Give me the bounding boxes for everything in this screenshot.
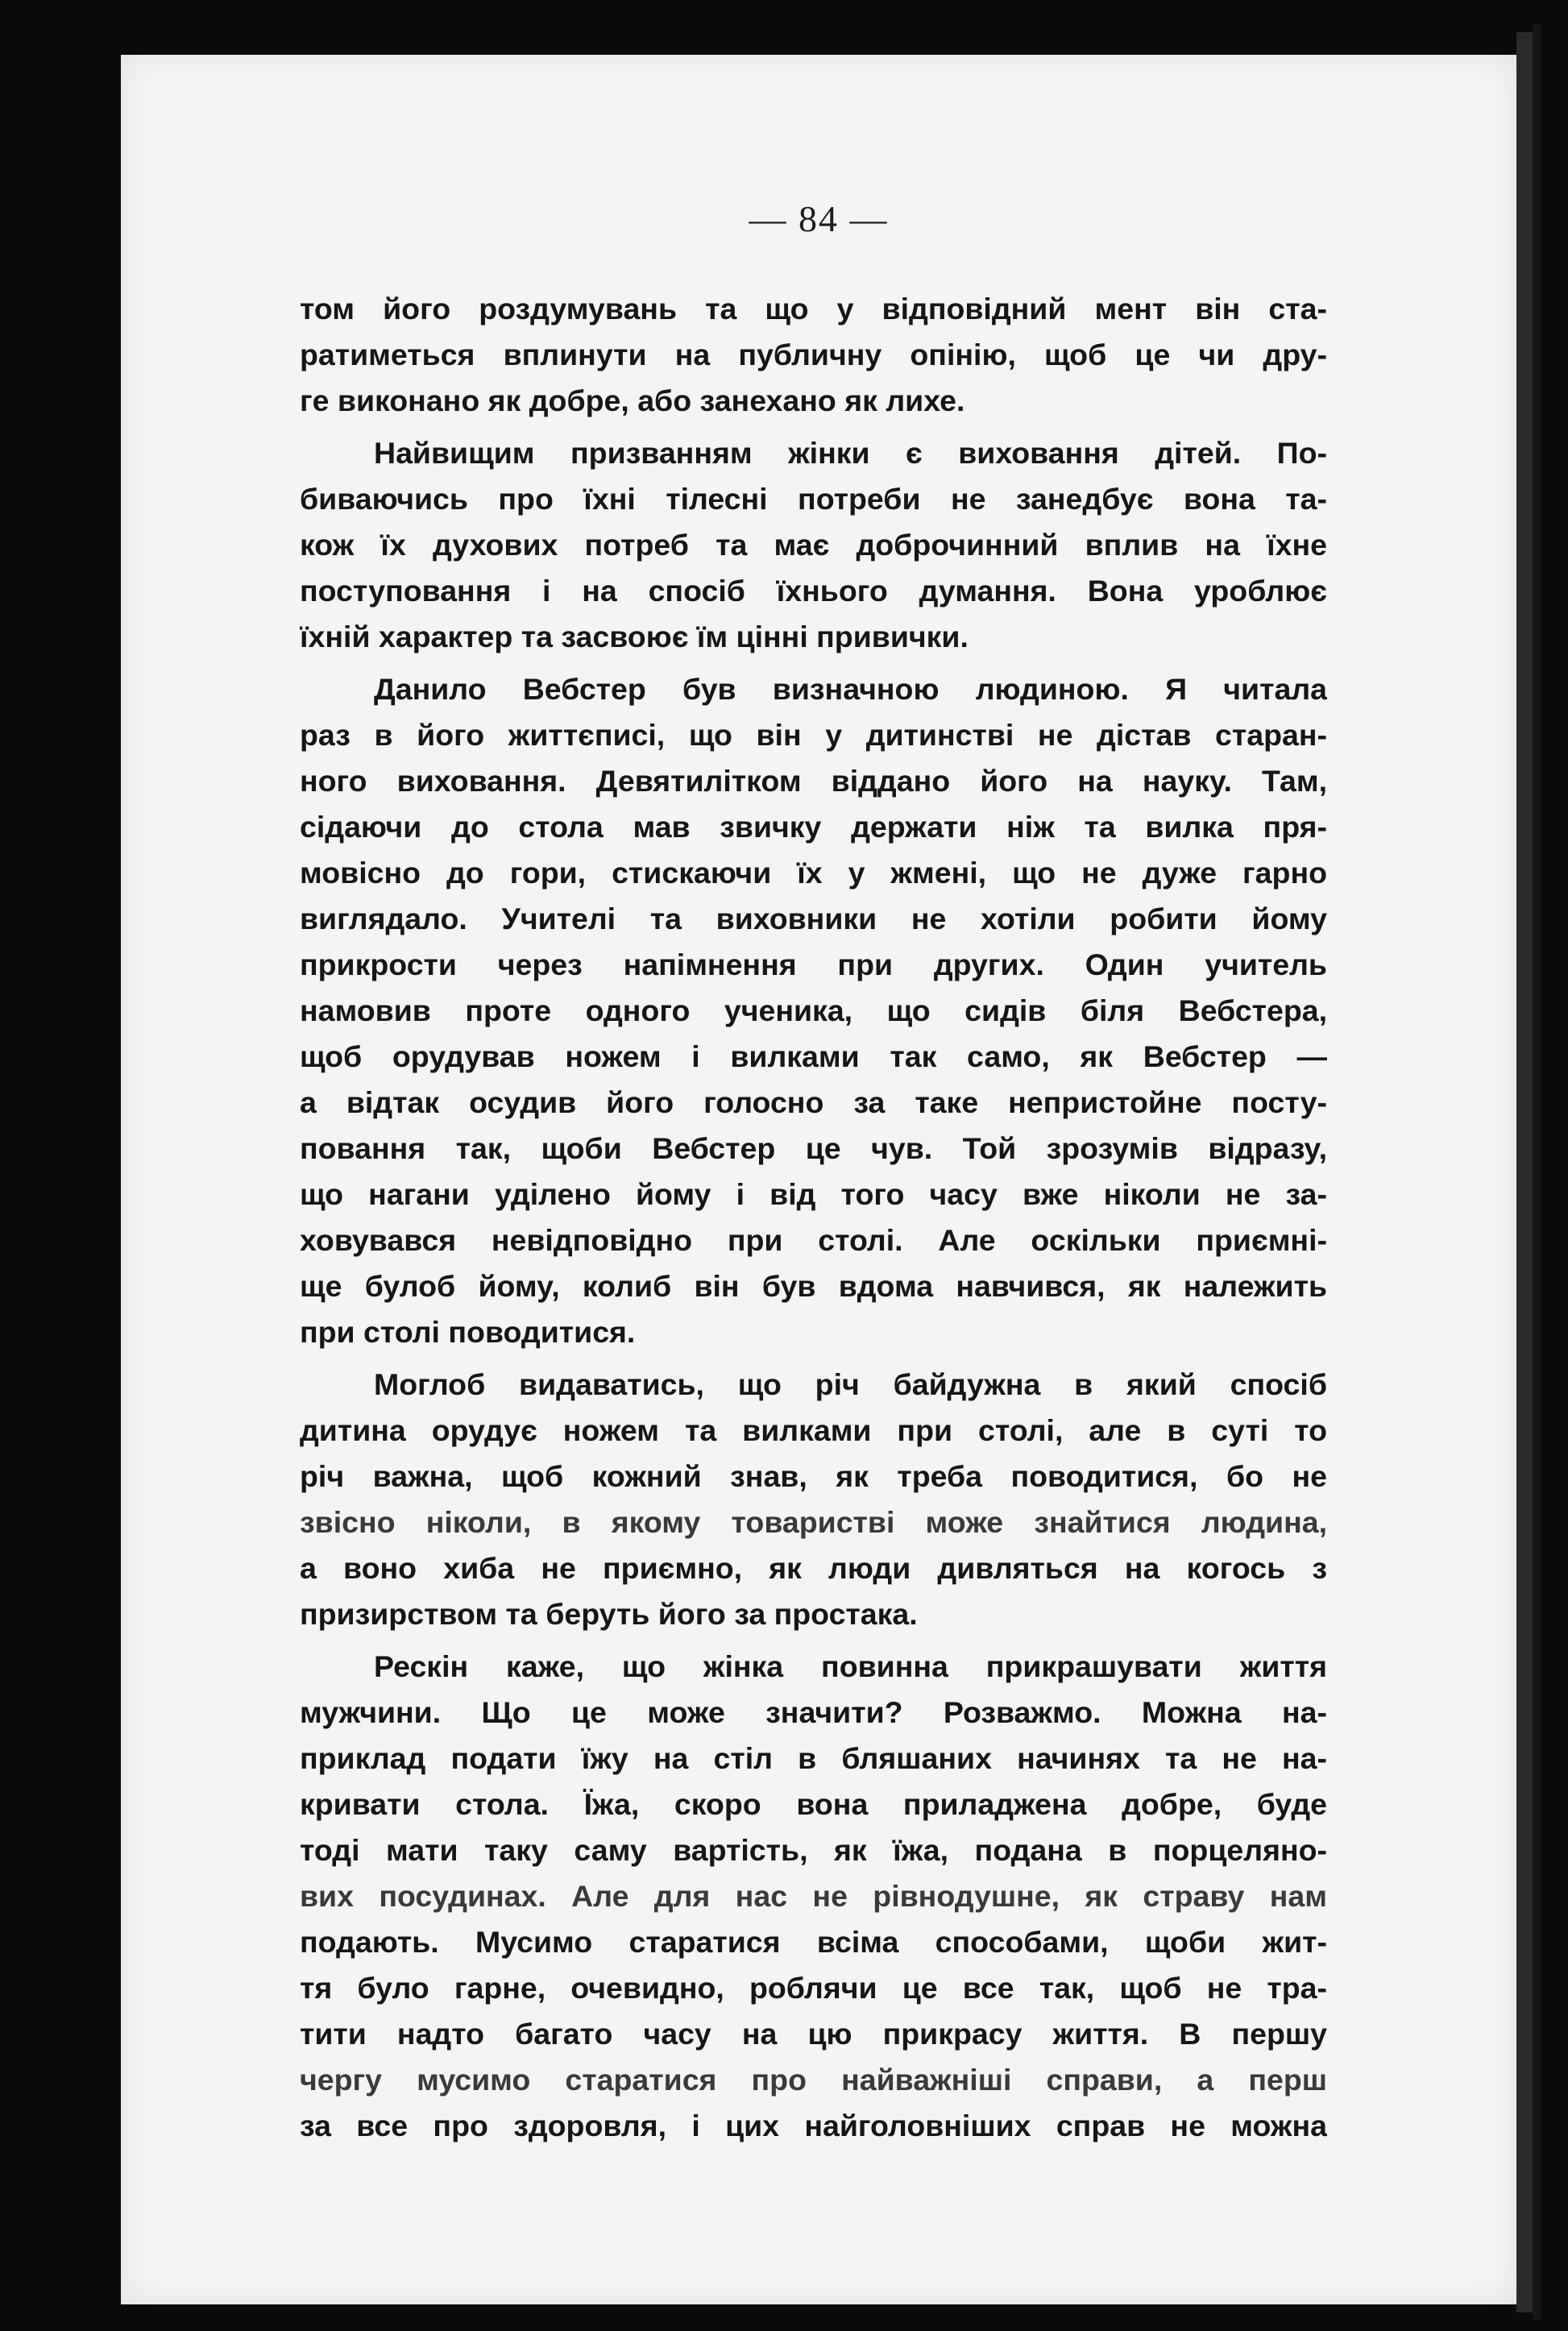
text-line: сідаючи до стола мав звичку держати ніж та вилка пря- xyxy=(300,810,1327,844)
text-line: кривати стола. Їжа, скоро вона приладжена добре, буде xyxy=(300,1787,1327,1821)
text-line: за все про здоровля, і цих найголовніших справ не можна xyxy=(300,2109,1327,2142)
text-line: ще булоб йому, колиб він був вдома навчився, як належить xyxy=(300,1269,1327,1303)
text-line: Найвищим призванням жінки є виховання дітей. По- xyxy=(374,436,1327,470)
text-line: ратиметься вплинути на публичну опінію, щоб це чи дру- xyxy=(300,338,1327,371)
text-line: подають. Мусимо старатися всіма способами, щоби жит- xyxy=(300,1925,1327,1959)
text-line: том його роздумувань та що у відповідний мент він ста- xyxy=(300,292,1327,326)
paragraph-3 xyxy=(300,666,1327,1355)
text-line: чергу мусимо старатися про найважніші справи, а перш xyxy=(300,2063,1327,2097)
text-line: призирством та беруть його за простака. xyxy=(300,1597,918,1631)
text-line: приклад подати їжу на стіл в бляшаних начинях та не на- xyxy=(300,1741,1327,1775)
text-line: поступовання і на спосіб їхнього думання. Вона уроблює xyxy=(300,574,1327,608)
paragraph-1 xyxy=(300,286,1327,424)
text-line: мовісно до гори, стискаючи їх у жмені, що не дуже гарно xyxy=(300,856,1327,890)
text-line: биваючись про їхні тілесні потреби не занедбує вона та- xyxy=(300,482,1327,516)
page-number: — 84 — xyxy=(749,198,889,239)
text-line: виглядало. Учителі та виховники не хотіли робити йому xyxy=(300,902,1327,935)
text-line: тити надто багато часу на цю прикрасу життя. В першу xyxy=(300,2017,1327,2051)
text-line: Данило Вебстер був визначною людиною. Я читала xyxy=(374,672,1327,706)
text-line: що нагани уділено йому і від того часу вже ніколи не за- xyxy=(300,1177,1327,1211)
paragraph-5 xyxy=(300,1644,1327,2149)
text-line: річ важна, щоб кожний знав, як треба поводитися, бо не xyxy=(300,1459,1327,1493)
text-line: ховувався невідповідно при столі. Але оскільки приємні- xyxy=(300,1223,1327,1257)
text-line: при столі поводитися. xyxy=(300,1315,636,1349)
body-text xyxy=(300,286,1327,2155)
text-line: тоді мати таку саму вартість, як їжа, подана в порцеляно- xyxy=(300,1833,1327,1867)
text-line: щоб орудував ножем і вилками так само, як Вебстер — xyxy=(300,1039,1327,1073)
paragraph-4 xyxy=(300,1362,1327,1637)
text-line: раз в його життєписі, що він у дитинстві не дістав старан- xyxy=(300,718,1327,752)
paragraph-2 xyxy=(300,430,1327,660)
page-edge xyxy=(1516,32,1533,2312)
text-line: намовив проте одного ученика, що сидів біля Вебстера, xyxy=(300,993,1327,1027)
text-line: Моглоб видаватись, що річ байдужна в який спосіб xyxy=(374,1367,1327,1401)
text-line: їхній характер та засвоює їм цінні привички. xyxy=(300,620,969,653)
text-line: повання так, щоби Вебстер це чув. Той зрозумів відразу, xyxy=(300,1131,1327,1165)
text-line: вих посудинах. Але для нас не рівнодушне, як страву нам xyxy=(300,1879,1327,1913)
text-line: тя було гарне, очевидно, роблячи це все так, щоб не тра- xyxy=(300,1971,1327,2005)
text-line: прикрости через напімнення при других. Один учитель xyxy=(300,948,1327,981)
text-line: а воно хиба не приємно, як люди дивляться на когось з xyxy=(300,1551,1327,1585)
text-line: ге виконано як добре, або занехано як лихе. xyxy=(300,384,965,417)
page-edge-shadow xyxy=(1533,24,1541,2321)
text-line: Рескін каже, що жінка повинна прикрашувати життя xyxy=(374,1649,1327,1683)
text-line: дитина орудує ножем та вилками при столі, але в суті то xyxy=(300,1413,1327,1447)
text-line: а відтак осудив його голосно за таке непристойне посту- xyxy=(300,1085,1327,1119)
text-line: ного виховання. Девятилітком віддано його на науку. Там, xyxy=(300,764,1327,798)
text-line: кож їх духових потреб та має доброчинний вплив на їхне xyxy=(300,528,1327,562)
text-line: мужчини. Що це може значити? Розважмо. Можна на- xyxy=(300,1695,1327,1729)
text-line: звісно ніколи, в якому товаристві може знайтися людина, xyxy=(300,1505,1327,1539)
